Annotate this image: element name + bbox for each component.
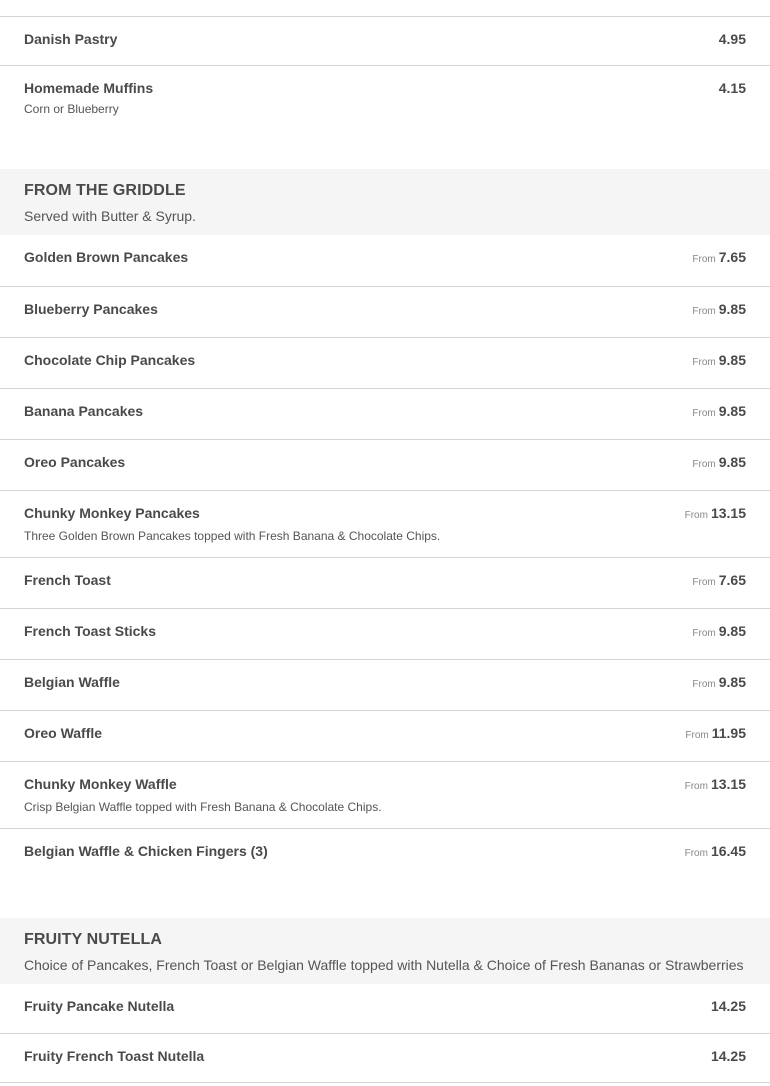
item-price: From 11.95 — [685, 725, 746, 741]
menu-item-banana-pancakes[interactable] — [0, 389, 770, 440]
item-name: Fruity French Toast Nutella — [24, 1048, 205, 1064]
item-description: Crisp Belgian Waffle topped with Fresh Banana & Chocolate Chips. — [24, 800, 382, 814]
from-label: From — [692, 357, 716, 368]
menu-item-french-toast[interactable] — [0, 558, 770, 609]
item-name: Homemade Muffins — [24, 80, 154, 96]
menu-item-chocolate-chip-pancakes[interactable] — [0, 338, 770, 389]
from-label: From — [684, 848, 708, 859]
item-name: Fruity Pancake Nutella — [24, 998, 175, 1014]
menu-item-danish-pastry[interactable] — [0, 17, 770, 66]
from-label: From — [692, 679, 716, 690]
menu-item-homemade-muffins[interactable] — [0, 66, 770, 169]
item-price: From 7.65 — [692, 572, 746, 588]
menu-item-french-toast-sticks[interactable] — [0, 609, 770, 660]
item-name: Blueberry Pancakes — [24, 301, 158, 317]
item-name: Golden Brown Pancakes — [24, 249, 189, 265]
item-name: Chocolate Chip Pancakes — [24, 352, 196, 368]
item-name: Belgian Waffle — [24, 674, 120, 690]
item-name: French Toast Sticks — [24, 623, 157, 639]
divider — [0, 0, 770, 17]
section-header-fruity-nutella — [0, 918, 770, 984]
item-price: From 9.85 — [692, 623, 746, 639]
item-price: From 13.15 — [684, 776, 746, 792]
section-subtitle: Served with Butter & Syrup. — [24, 208, 196, 224]
item-name: Danish Pastry — [24, 31, 118, 47]
menu-item-belgian-waffle[interactable] — [0, 660, 770, 711]
item-price: From 9.85 — [692, 352, 746, 368]
item-price: From 9.85 — [692, 301, 746, 317]
item-name: French Toast — [24, 572, 111, 588]
menu-item-blueberry-pancakes[interactable] — [0, 287, 770, 338]
item-description: Three Golden Brown Pancakes topped with Fresh Banana & Chocolate Chips. — [24, 529, 441, 543]
menu-item-chunky-monkey-waffle[interactable] — [0, 762, 770, 829]
item-price: From 7.65 — [692, 249, 746, 265]
from-label: From — [692, 408, 716, 419]
menu-item-oreo-pancakes[interactable] — [0, 440, 770, 491]
item-price: 4.95 — [718, 31, 746, 47]
item-description: Corn or Blueberry — [24, 102, 119, 116]
item-name: Oreo Waffle — [24, 725, 103, 741]
item-name: Chunky Monkey Waffle — [24, 776, 177, 792]
from-label: From — [692, 254, 716, 265]
menu-item-golden-brown-pancakes[interactable] — [0, 235, 770, 287]
section-title: FRUITY NUTELLA — [24, 931, 162, 948]
item-price: From 13.15 — [684, 505, 746, 521]
from-label: From — [692, 306, 716, 317]
section-header-griddle — [0, 169, 770, 235]
from-label: From — [684, 781, 708, 792]
from-label: From — [692, 459, 716, 470]
item-price: From 16.45 — [684, 843, 746, 859]
menu-item-chunky-monkey-pancakes[interactable] — [0, 491, 770, 558]
menu-item-oreo-waffle[interactable] — [0, 711, 770, 762]
from-label: From — [692, 628, 716, 639]
item-name: Chunky Monkey Pancakes — [24, 505, 200, 521]
item-price: From 9.85 — [692, 674, 746, 690]
item-price: From 9.85 — [692, 403, 746, 419]
item-name: Belgian Waffle & Chicken Fingers (3) — [24, 843, 268, 859]
from-label: From — [692, 577, 716, 588]
item-price: From 9.85 — [692, 454, 746, 470]
from-label: From — [685, 730, 709, 741]
section-subtitle: Choice of Pancakes, French Toast or Belgian Waffle topped with Nutella & Choice of Fresh Bananas or Strawberries — [24, 957, 744, 973]
item-price: 4.15 — [718, 80, 746, 96]
menu-item-fruity-french-toast-nutella[interactable] — [0, 1034, 770, 1083]
section-title: FROM THE GRIDDLE — [24, 182, 186, 199]
item-price: 14.25 — [710, 1048, 746, 1064]
item-price: 14.25 — [710, 998, 746, 1014]
item-name: Oreo Pancakes — [24, 454, 126, 470]
menu-item-belgian-waffle-chicken-fingers[interactable] — [0, 829, 770, 918]
from-label: From — [684, 510, 708, 521]
menu-item-fruity-pancake-nutella[interactable] — [0, 984, 770, 1034]
item-name: Banana Pancakes — [24, 403, 144, 419]
